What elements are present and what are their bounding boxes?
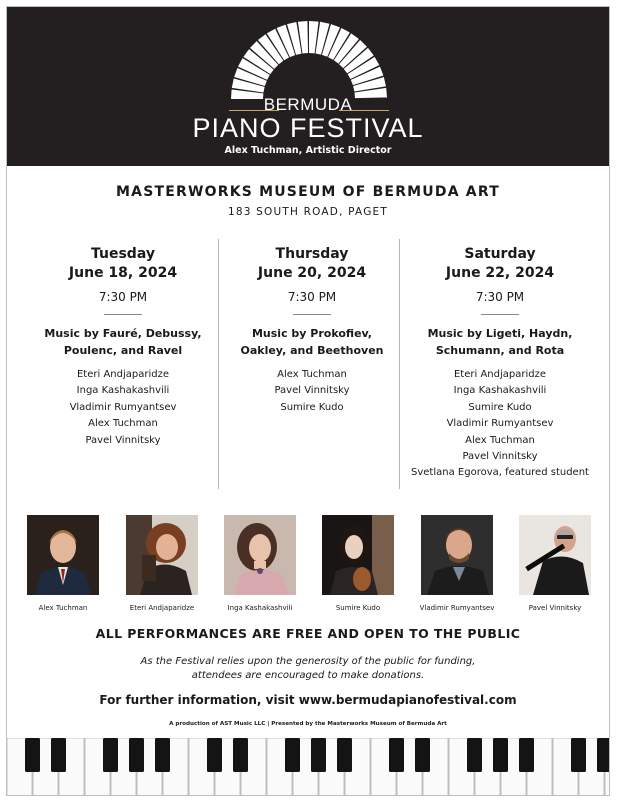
performer: Pavel Vinnitsky: [462, 451, 538, 463]
artist-caption: Pavel Vinnitsky: [528, 604, 582, 612]
piano-keyboard-image: [7, 738, 610, 796]
performer: Pavel Vinnitsky: [274, 385, 350, 397]
program-line: Music by Fauré, Debussy,: [44, 327, 202, 340]
program-line: Music by Ligeti, Haydn,: [427, 327, 573, 340]
program-line: Music by Prokofiev,: [251, 327, 372, 340]
concert-program: [222, 325, 402, 359]
performer: Inga Kashakashvili: [453, 385, 547, 397]
artist-photo-sumire-kudo: [322, 515, 394, 595]
black-key: [51, 738, 66, 772]
performer-list: [222, 367, 402, 416]
logo-bermuda-text: BERMUDA: [263, 95, 353, 114]
performer-list: [400, 367, 600, 482]
artist-photo-vladimir-rumyantsev: [421, 515, 493, 595]
venue-name: MASTERWORKS MUSEUM OF BERMUDA ART: [116, 184, 500, 200]
performer: Svetlana Egorova, featured student: [411, 467, 589, 479]
black-key: [597, 738, 610, 772]
program-line: Poulenc, and Ravel: [63, 344, 183, 357]
concert-tuesday: [28, 245, 218, 449]
column-divider: [218, 239, 219, 489]
artist-caption: Vladimir Rumyantsev: [419, 604, 495, 612]
festival-header: [7, 7, 609, 166]
concert-day: Tuesday: [91, 246, 155, 262]
black-key: [337, 738, 352, 772]
festival-flyer: [6, 6, 610, 796]
concert-date: June 22, 2024: [445, 265, 555, 281]
free-admission-notice: ALL PERFORMANCES ARE FREE AND OPEN TO THE PUBLIC: [95, 626, 521, 641]
appeal-line: As the Festival relies upon the generosity of the public for funding,: [140, 656, 476, 667]
divider: [104, 314, 142, 315]
performer: Pavel Vinnitsky: [85, 434, 161, 446]
performer: Sumire Kudo: [468, 401, 532, 413]
performer: Alex Tuchman: [277, 369, 347, 380]
artist-caption: Inga Kashakashvili: [227, 604, 293, 612]
black-key: [571, 738, 586, 772]
production-credit: A production of AST Music LLC | Presented by the Masterworks Museum of Bermuda Art: [169, 721, 447, 727]
black-key: [519, 738, 534, 772]
black-key: [103, 738, 118, 772]
black-key: [311, 738, 326, 772]
black-key: [285, 738, 300, 772]
venue-address: 183 SOUTH ROAD, PAGET: [227, 206, 388, 218]
black-key: [25, 738, 40, 772]
black-key: [129, 738, 144, 772]
concert-saturday: [400, 245, 600, 482]
concert-thursday: [222, 245, 402, 416]
performer: Vladimir Rumyantsev: [69, 401, 177, 413]
divider: [481, 314, 519, 315]
artistic-director: Alex Tuchman, Artistic Director: [224, 145, 392, 156]
black-key: [493, 738, 508, 772]
program-line: Schumann, and Rota: [435, 344, 565, 357]
divider: [293, 314, 331, 315]
concert-program: [400, 325, 600, 359]
concert-date: June 20, 2024: [257, 265, 367, 281]
concert-time: 7:30 PM: [475, 290, 525, 304]
artist-photo-alex-tuchman: [27, 515, 99, 595]
concert-day: Saturday: [464, 246, 536, 262]
concert-day: Thursday: [275, 246, 349, 262]
artist-photo-eteri-andjaparidze: [126, 515, 198, 595]
black-key: [415, 738, 430, 772]
black-key: [207, 738, 222, 772]
performer: Eteri Andjaparidze: [453, 369, 546, 380]
website-info: For further information, visit www.bermudapianofestival.com: [99, 693, 517, 707]
black-key: [155, 738, 170, 772]
artist-caption: Eteri Andjaparidze: [129, 604, 195, 612]
performer-list: [28, 367, 218, 449]
donation-appeal: [7, 655, 609, 683]
performer: Alex Tuchman: [88, 418, 158, 430]
logo-piano-festival-text: PIANO FESTIVAL: [192, 113, 424, 143]
artist-caption: Sumire Kudo: [335, 604, 381, 612]
performer: Sumire Kudo: [280, 401, 344, 413]
performer: Vladimir Rumyantsev: [446, 418, 554, 430]
program-line: Oakley, and Beethoven: [240, 344, 384, 357]
piano-arch-logo: [229, 15, 389, 105]
appeal-line: attendees are encouraged to make donations.: [191, 670, 425, 681]
black-key: [389, 738, 404, 772]
concert-time: 7:30 PM: [98, 290, 148, 304]
black-key: [233, 738, 248, 772]
artist-photo-inga-kashakashvili: [224, 515, 296, 595]
concert-time: 7:30 PM: [287, 290, 337, 304]
black-key: [467, 738, 482, 772]
performer: Eteri Andjaparidze: [76, 369, 169, 380]
artist-caption: Alex Tuchman: [38, 604, 88, 612]
concert-program: [28, 325, 218, 359]
performer: Inga Kashakashvili: [76, 385, 170, 397]
concert-date: June 18, 2024: [68, 265, 178, 281]
artist-photo-pavel-vinnitsky: [519, 515, 591, 595]
performer: Alex Tuchman: [465, 434, 535, 446]
